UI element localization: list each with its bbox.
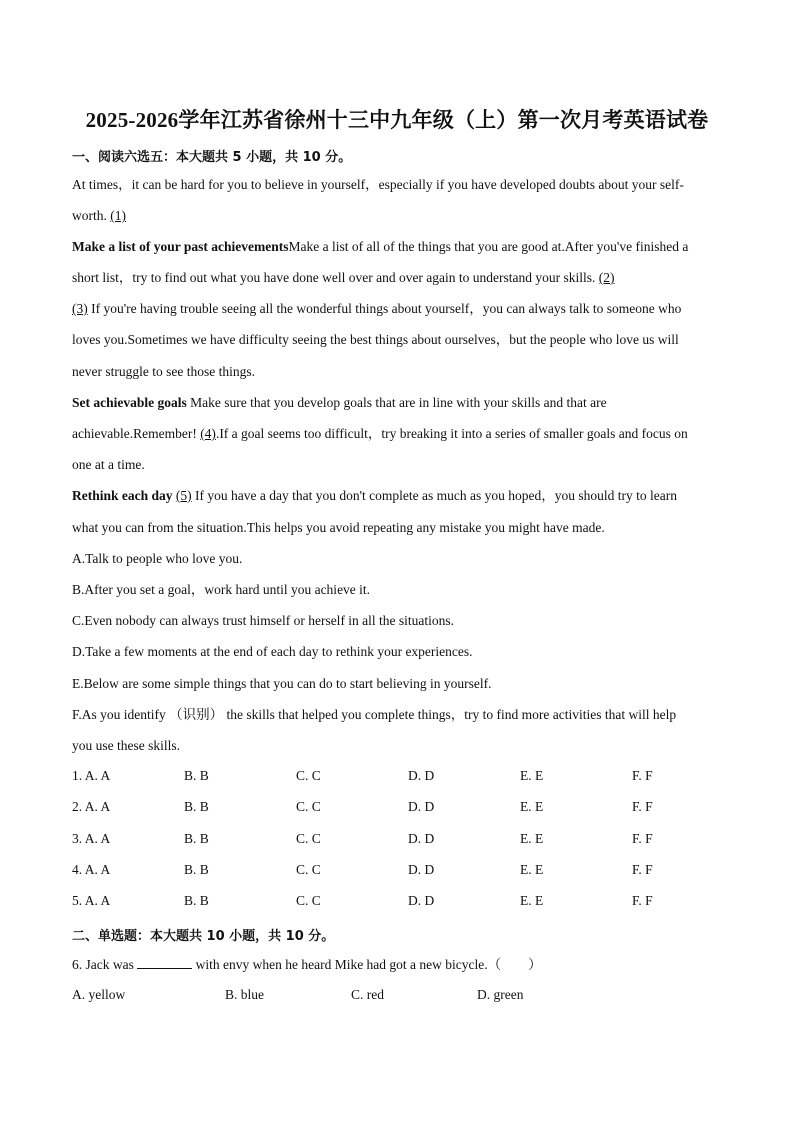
choice-d[interactable]: D. green [477,987,524,1002]
answer-choice[interactable]: 5. A. A [72,893,111,908]
answer-choice[interactable]: E. E [520,862,544,877]
option-f: F.As you identify （识别） the skills that helped you complete things，try to find more activities that will help [72,707,677,722]
answer-choice[interactable]: E. E [520,799,544,814]
answer-choice[interactable]: C. C [296,862,321,877]
subheading-rethink: Rethink each day [72,488,173,503]
answer-choice[interactable]: E. E [520,893,544,908]
passage-line [72,238,727,256]
passage-text: Make a list of all of the things that you are good at.After you've finished a [288,239,689,254]
question-text: with envy when he heard Mike had got a new bicycle.（ ） [195,957,542,972]
answer-choice[interactable]: B. B [184,831,209,846]
answer-choice[interactable]: D. D [408,831,435,846]
question-text: 6. Jack was [72,957,134,972]
answer-choice[interactable]: F. F [632,862,653,877]
passage-line [72,300,727,318]
answer-choice[interactable]: F. F [632,831,653,846]
answer-choice[interactable]: C. C [296,768,321,783]
passage-text: .If a goal seems too difficult，try breaking it into a series of smaller goals and focus on [215,426,688,441]
answer-choice[interactable]: B. B [184,799,209,814]
option-c: C.Even nobody can always trust himself or herself in all the situations. [72,613,455,628]
passage-line: never struggle to see those things. [72,364,255,379]
answer-choice[interactable]: E. E [520,831,544,846]
answer-blank[interactable] [137,956,192,969]
subheading-achievements: Make a list of your past achievements [72,239,289,254]
option-b: B.After you set a goal，work hard until you achieve it. [72,582,371,597]
answer-choice[interactable]: B. B [184,893,209,908]
answer-choice[interactable]: F. F [632,893,653,908]
blank-4[interactable]: (4) [200,426,216,441]
passage-line [72,394,727,412]
passage-line: At times，it can be hard for you to believe in yourself，especially if you have developed doubts about your self- [72,177,684,192]
passage-text: worth. [72,208,107,223]
passage-line: loves you.Sometimes we have difficulty seeing the best things about ourselves，but the people who love us will [72,332,679,347]
passage-text: short list，try to find out what you have done well over and over again to understand your skills. [72,270,596,285]
blank-2[interactable]: (2) [598,270,615,285]
answer-choice[interactable]: C. C [296,893,321,908]
answer-choice[interactable]: 2. A. A [72,799,111,814]
answer-choice[interactable]: B. B [184,768,209,783]
passage-text: If you're having trouble seeing all the wonderful things about yourself，you can always talk to someone who [91,301,682,316]
exam-title: 2025-2026学年江苏省徐州十三中九年级（上）第一次月考英语试卷 [85,108,709,132]
question-6 [72,956,727,974]
answer-choice[interactable]: F. F [632,799,653,814]
choice-b[interactable]: B. blue [225,987,264,1002]
passage-line [72,425,727,443]
answer-choice[interactable]: D. D [408,893,435,908]
passage-line [72,487,727,505]
answer-choice[interactable]: D. D [408,799,435,814]
answer-choice[interactable]: E. E [520,768,544,783]
passage-line [72,207,727,225]
choice-c[interactable]: C. red [351,987,384,1002]
option-d: D.Take a few moments at the end of each day to rethink your experiences. [72,644,473,659]
answer-choice[interactable]: 3. A. A [72,831,111,846]
answer-choice[interactable]: D. D [408,862,435,877]
passage-text: Make sure that you develop goals that are in line with your skills and that are [190,395,607,410]
passage-text: achievable.Remember! [72,426,197,441]
answer-choice[interactable]: F. F [632,768,653,783]
blank-5[interactable]: (5) [175,488,192,503]
answer-choice[interactable]: C. C [296,831,321,846]
passage-line: what you can from the situation.This helps you avoid repeating any mistake you might have made. [72,520,605,535]
option-f-cont: you use these skills. [72,738,180,753]
option-e: E.Below are some simple things that you can do to start believing in yourself. [72,676,492,691]
passage-line: one at a time. [72,457,145,472]
section-2-heading: 二、单选题：本大题共 10 小题，共 10 分。 [72,929,335,944]
answer-choice[interactable]: B. B [184,862,209,877]
passage-line [72,269,727,287]
blank-3[interactable]: (3) [72,301,88,316]
answer-choice[interactable]: C. C [296,799,321,814]
choice-a[interactable]: A. yellow [72,987,126,1002]
subheading-goals: Set achievable goals [72,395,187,410]
blank-1[interactable]: (1) [110,208,126,223]
passage-text: If you have a day that you don't complete as much as you hoped，you should try to learn [195,488,677,503]
section-1-heading: 一、阅读六选五：本大题共 5 小题，共 10 分。 [72,150,352,165]
answer-choice[interactable]: D. D [408,768,435,783]
option-a: A.Talk to people who love you. [72,551,243,566]
answer-choice[interactable]: 4. A. A [72,862,111,877]
answer-choice[interactable]: 1. A. A [72,768,111,783]
